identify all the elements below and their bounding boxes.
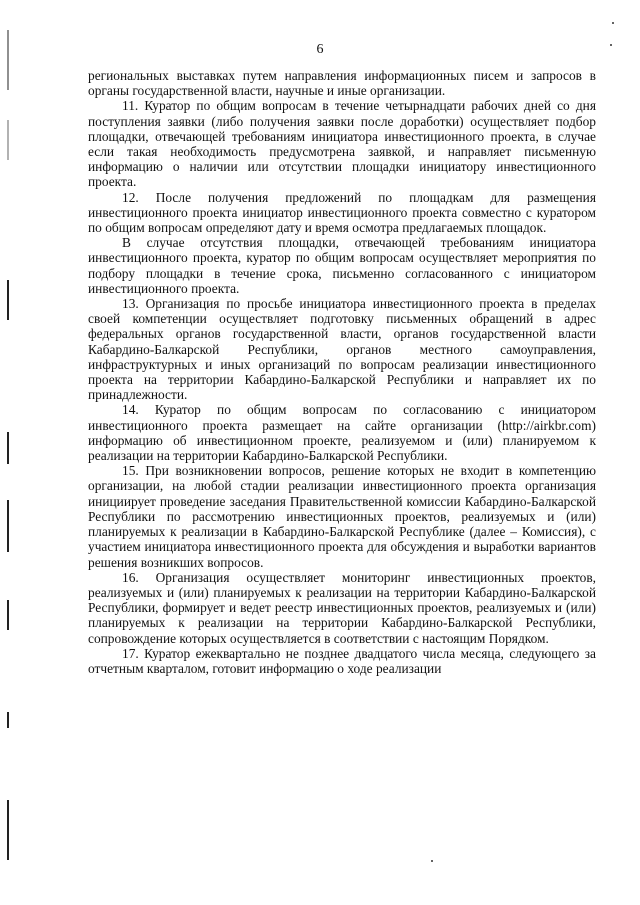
paragraph-continuation: региональных выставках путем направления информационных писем и запросов в органы государственной власти, научные и иные организации. xyxy=(88,68,596,99)
scan-edge-mark xyxy=(7,120,9,160)
scan-edge-mark xyxy=(7,712,9,728)
scan-edge-mark xyxy=(7,30,9,90)
scan-edge-mark xyxy=(7,280,9,320)
paragraph-15: 15. При возникновении вопросов, решение которых не входит в компетенцию организации, на любой стадии реализации инвестиционного проекта организация инициирует проведение заседания Правительственной комиссии Кабардино-Балкарской Республики по рассмотрению инвестиционных проектов, реализуемых и (или) планируемых к реализации в Кабардино-Балкарской Республике (далее – Комиссия), с участием инициатора инвестиционного проекта для обсуждения и выработки вариантов решения возникших вопросов. xyxy=(88,463,596,570)
page-number: 6 xyxy=(316,42,324,57)
scan-edge-mark xyxy=(7,800,9,860)
scan-dot xyxy=(431,860,433,862)
scan-edge-mark xyxy=(7,500,9,552)
scan-dot xyxy=(612,22,614,24)
paragraph-16: 16. Организация осуществляет мониторинг инвестиционных проектов, реализуемых и (или) планируемых к реализации на территории Кабардино-Балкарской Республики, формирует и ведет реестр инвестиционных проектов, реализуемых и (или) планируемых к реализации на территории Кабардино-Балкарской Республики, сопровождение которых осуществляется в соответствии с настоящим Порядком. xyxy=(88,569,596,646)
paragraph-17: 17. Куратор ежеквартально не позднее двадцатого числа месяца, следующего за отчетным кварталом, готовит информацию о ходе реализации xyxy=(88,645,596,676)
scan-dot xyxy=(610,44,612,46)
paragraph-11: 11. Куратор по общим вопросам в течение четырнадцати рабочих дней со дня поступления заявки (либо получения заявки после доработки) осуществляет подбор площадки, отвечающей требованиям инициатора инвестиционного проекта, в случае если такая необходимость предусмотрена заявкой, и направляет письменную информацию о наличии или отсутствии площадки инициатору инвестиционного проекта. xyxy=(88,98,596,190)
scan-edge-mark xyxy=(7,432,9,464)
paragraph-14: 14. Куратор по общим вопросам по согласованию с инициатором инвестиционного проекта размещает на сайте организации (http://airkbr.com) информацию об инвестиционном проекте, реализуемом и (или) планируемом к реализации на территории Кабардино-Балкарской Республики. xyxy=(88,402,596,464)
document-body xyxy=(88,68,596,676)
scan-edge-mark xyxy=(7,600,9,630)
paragraph-12: 12. После получения предложений по площадкам для размещения инвестиционного проекта инициатор инвестиционного проекта совместно с куратором по общим вопросам определяют дату и время осмотра предлагаемых площадок. xyxy=(88,189,596,236)
paragraph-12-note: В случае отсутствия площадки, отвечающей требованиям инициатора инвестиционного проекта, куратор по общим вопросам осуществляет мероприятия по подбору площадки в течение срока, письменно согласованного с инициатором инвестиционного проекта. xyxy=(88,235,596,296)
paragraph-13: 13. Организация по просьбе инициатора инвестиционного проекта в пределах своей компетенции осуществляет подготовку письменных обращений в адрес федеральных органов государственной власти, органов государственной власти Кабардино-Балкарской Республики, органов местного самоуправления, инфраструктурных и иных организаций по вопросам реализации инвестиционного проекта на территории Кабардино-Балкарской Республики и направляет их по принадлежности. xyxy=(88,296,596,403)
